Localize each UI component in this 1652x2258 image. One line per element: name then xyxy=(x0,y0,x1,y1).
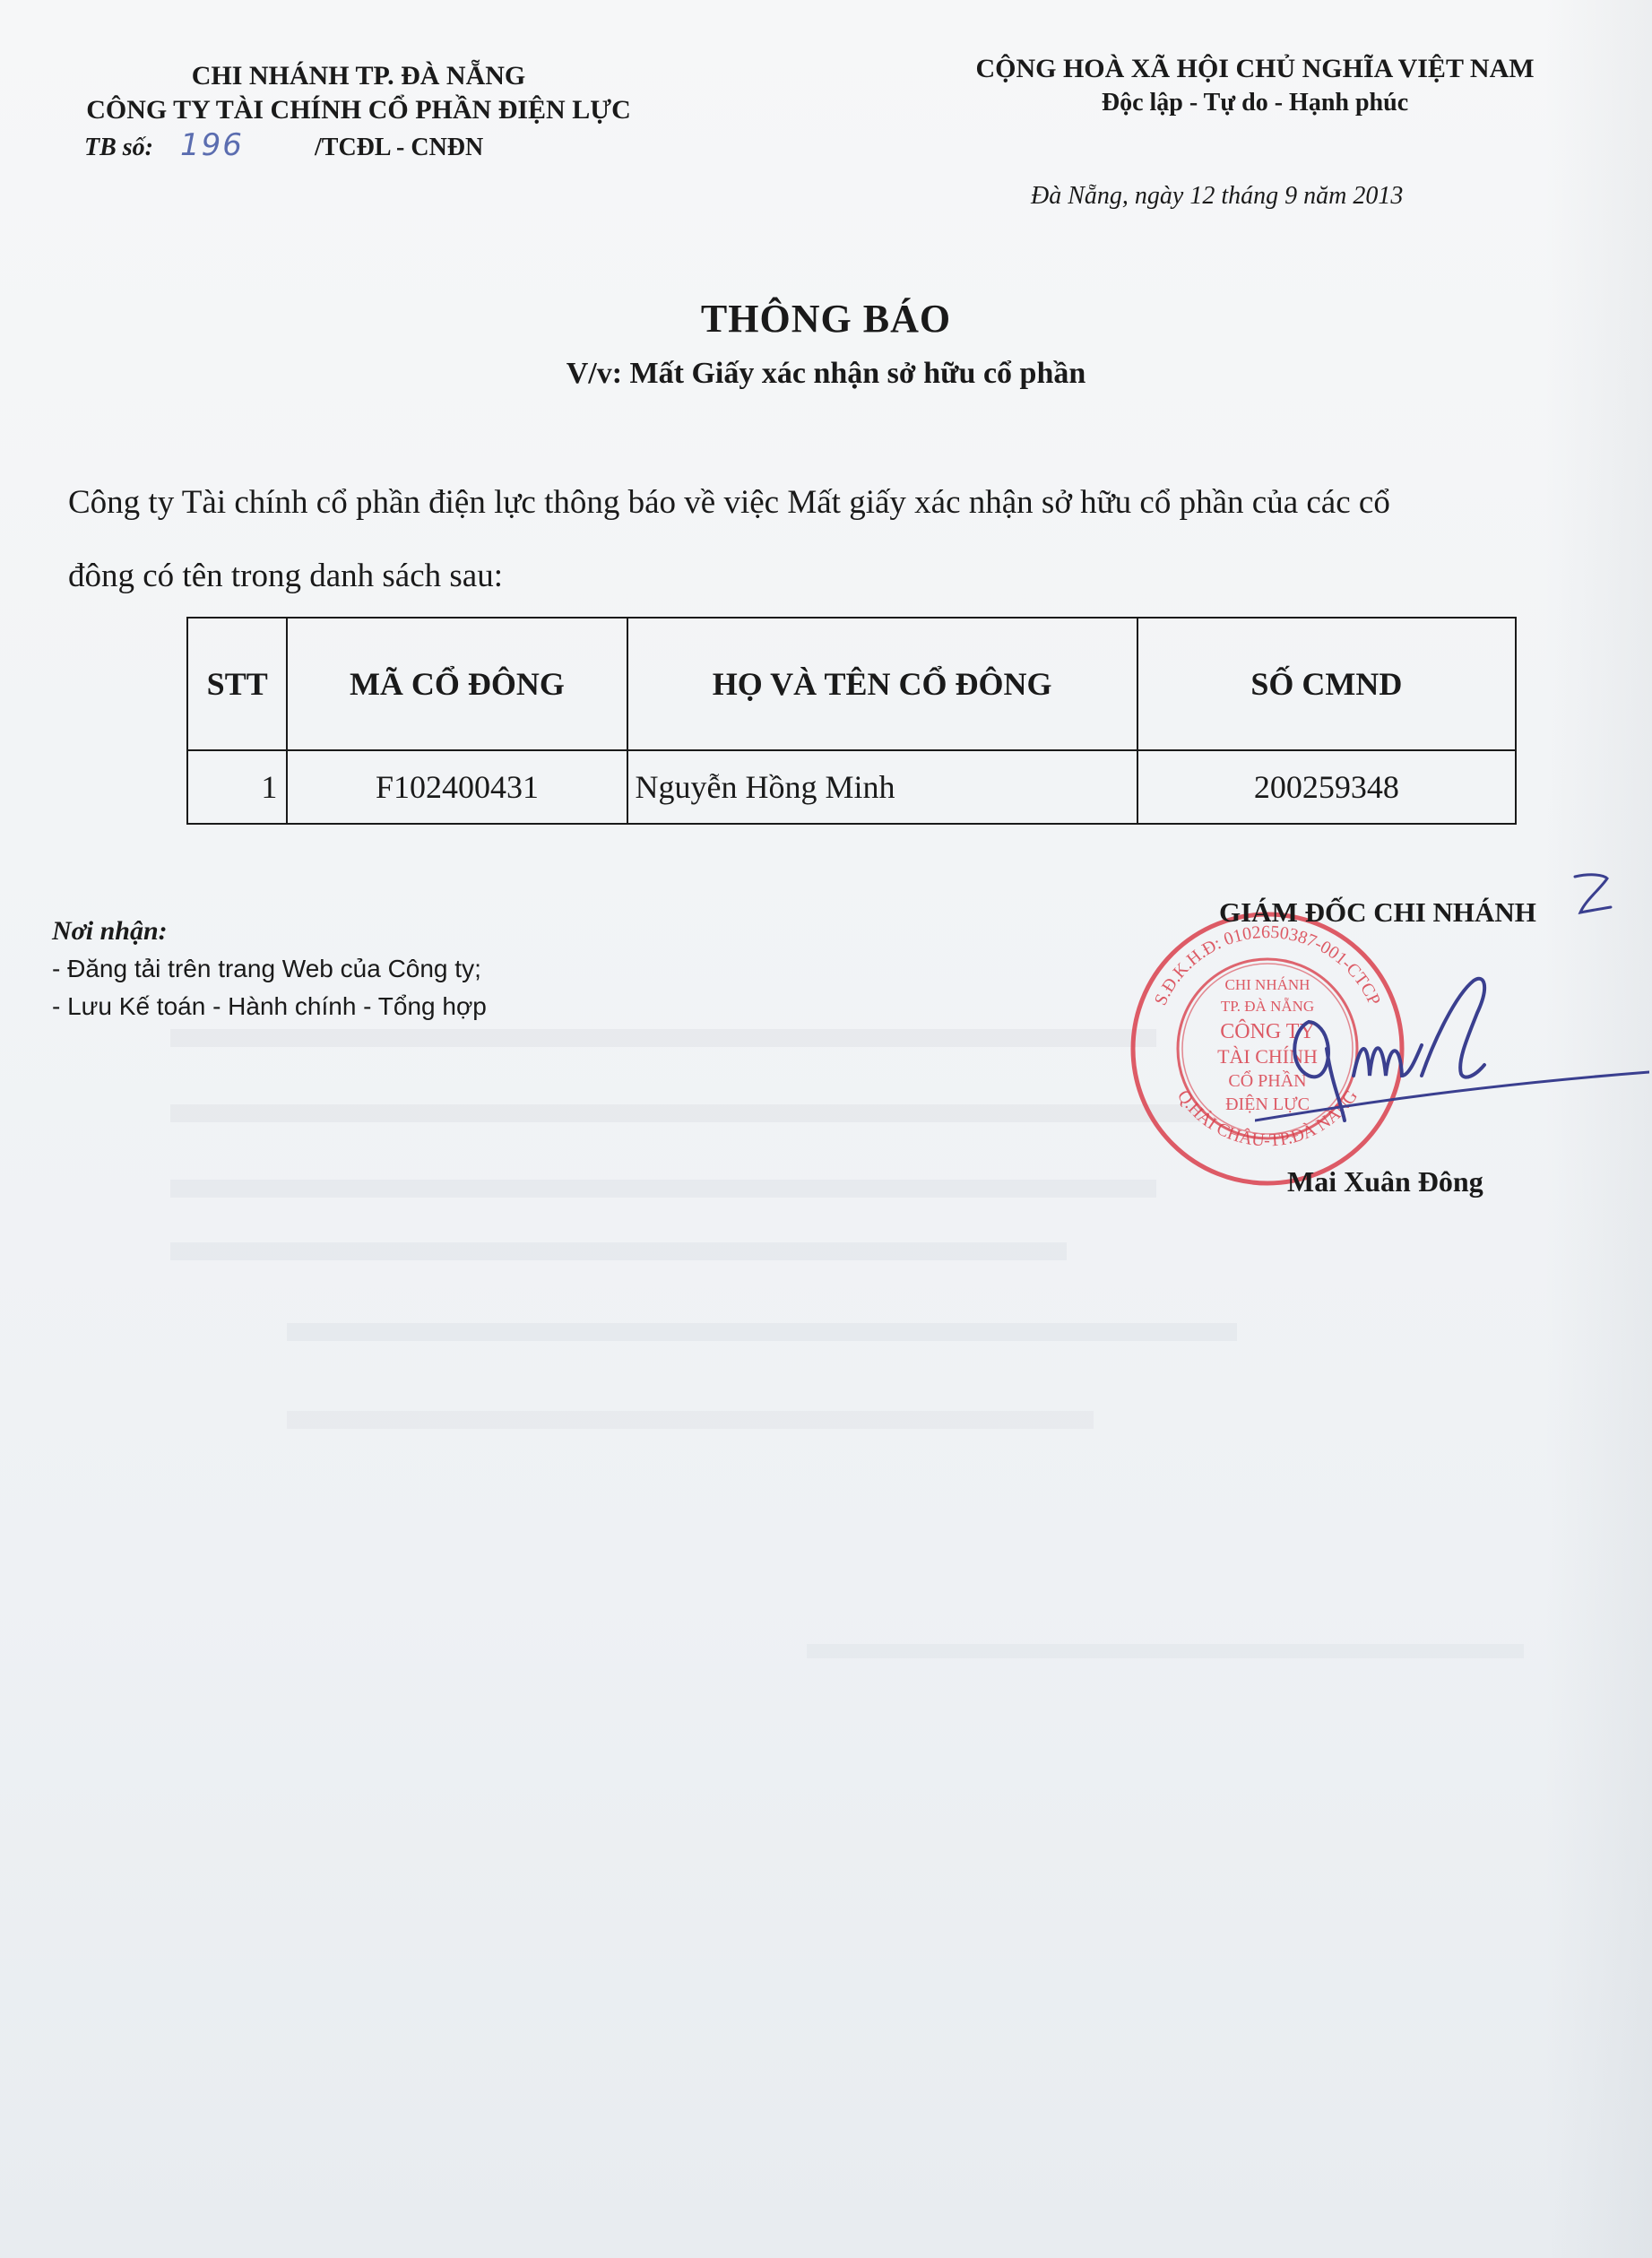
branch-name: CHI NHÁNH TP. ĐÀ NẴNG xyxy=(191,61,526,91)
recipients-title: Nơi nhận: xyxy=(52,916,168,946)
bleed-through-line xyxy=(287,1323,1237,1341)
shareholder-table xyxy=(186,617,1517,825)
stamp-inner-line: ĐIỆN LỰC xyxy=(1225,1094,1310,1114)
bleed-through-line xyxy=(170,1180,1156,1198)
table-row xyxy=(187,750,1516,824)
cell-id-number: 200259348 xyxy=(1137,750,1516,824)
stamp-inner-line: CÔNG TY xyxy=(1220,1020,1315,1043)
national-motto: Độc lập - Tự do - Hạnh phúc xyxy=(1101,89,1409,117)
header-right xyxy=(932,52,1578,120)
stamp-inner-line: CHI NHÁNH xyxy=(1224,976,1310,993)
body-paragraph xyxy=(68,466,1520,613)
cell-stt: 1 xyxy=(187,750,287,824)
signer-title: GIÁM ĐỐC CHI NHÁNH xyxy=(1219,896,1536,928)
document-subtitle: V/v: Mất Giấy xác nhận sở hữu cổ phần xyxy=(566,357,1086,390)
stamp-inner-line: CỔ PHẦN xyxy=(1228,1071,1307,1091)
bleed-through-line xyxy=(170,1242,1067,1260)
stamp-inner-line: TÀI CHÍNH xyxy=(1217,1045,1318,1068)
column-header-shareholder-name: HỌ VÀ TÊN CỔ ĐÔNG xyxy=(627,618,1137,750)
stamp-inner-line: TP. ĐÀ NẴNG xyxy=(1220,998,1315,1015)
bleed-through-line xyxy=(170,1104,1201,1122)
column-header-id-number: SỐ CMND xyxy=(1137,618,1516,750)
table-header-row xyxy=(187,618,1516,750)
handwritten-signature xyxy=(1255,968,1649,1147)
stamp-bottom-text: Q.HẢI CHÂU-TP.ĐÀ NẴNG xyxy=(1172,1086,1362,1151)
handwritten-initial xyxy=(1564,868,1618,921)
company-name: CÔNG TY TÀI CHÍNH CỔ PHẦN ĐIỆN LỰC xyxy=(86,95,631,125)
stamp-outer-text: S.Đ.K.H.Đ: 0102650387-001-CTCP xyxy=(1150,921,1385,1009)
document-title: THÔNG BÁO xyxy=(700,297,952,341)
bleed-through-line xyxy=(807,1644,1524,1658)
notice-number-handwritten: 196 xyxy=(180,127,244,163)
column-header-stt: STT xyxy=(187,618,287,750)
bleed-through-line xyxy=(287,1411,1094,1429)
cell-shareholder-code: F102400431 xyxy=(287,750,627,824)
document-date: Đà Nẵng, ngày 12 tháng 9 năm 2013 xyxy=(1031,182,1404,210)
cell-shareholder-name: Nguyễn Hồng Minh xyxy=(627,750,1137,824)
body-line: Công ty Tài chính cổ phần điện lực thông báo về việc Mất giấy xác nhận sở hữu cổ phần của các cổ xyxy=(68,484,1390,521)
recipient-item: - Lưu Kế toán - Hành chính - Tổng hợp xyxy=(52,992,487,1020)
column-header-shareholder-code: MÃ CỔ ĐÔNG xyxy=(287,618,627,750)
notice-number-suffix: /TCĐL - CNĐN xyxy=(315,134,484,161)
body-line: đông có tên trong danh sách sau: xyxy=(68,558,503,594)
recipient-item: - Đăng tải trên trang Web của Công ty; xyxy=(52,955,481,982)
bleed-through-line xyxy=(170,1029,1156,1047)
recipients-block xyxy=(52,913,487,1025)
header-left xyxy=(54,59,663,127)
nation-name: CỘNG HOÀ XÃ HỘI CHỦ NGHĨA VIỆT NAM xyxy=(975,54,1535,83)
notice-number-label: TB số: xyxy=(84,134,153,161)
signer-name: Mai Xuân Đông xyxy=(1287,1165,1483,1198)
notice-number-line xyxy=(84,127,483,163)
